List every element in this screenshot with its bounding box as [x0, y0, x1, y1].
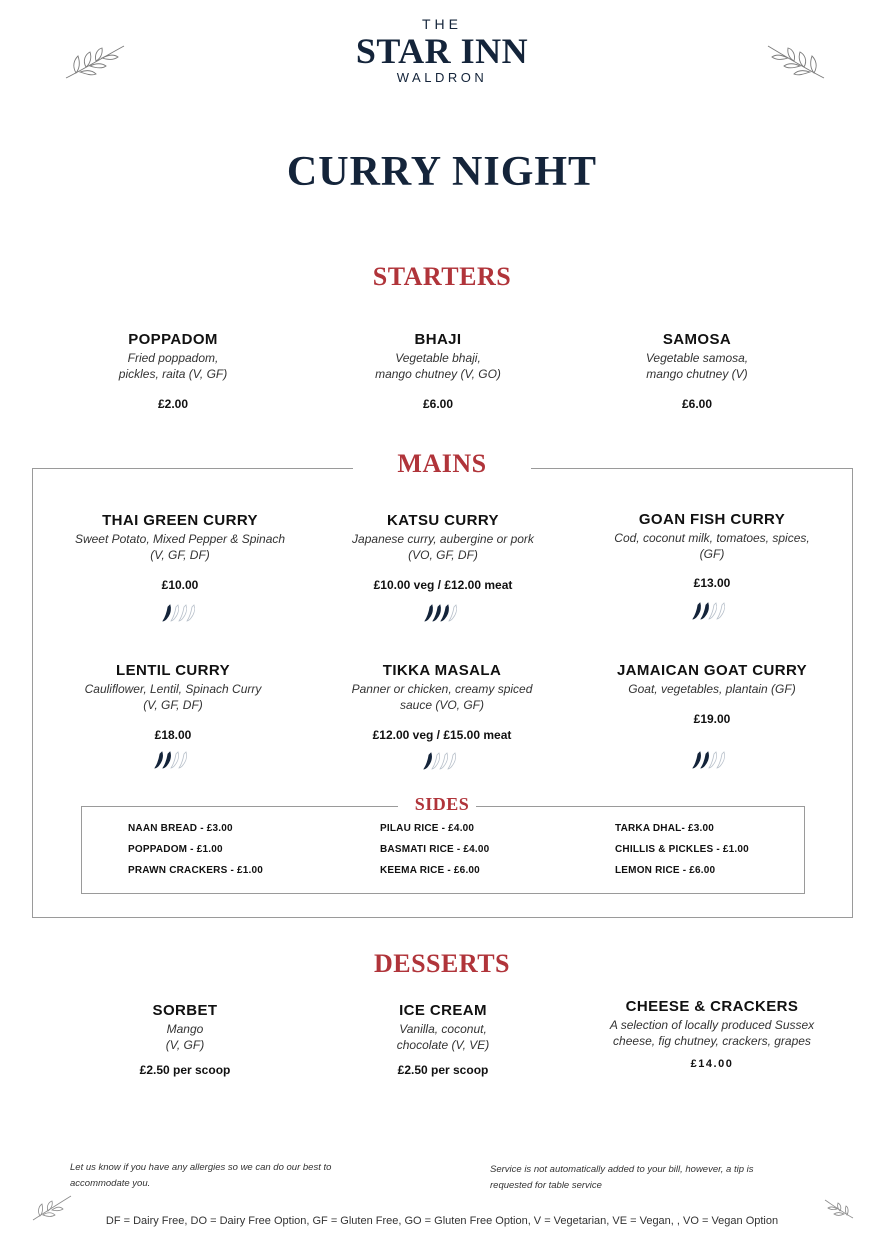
item-desc: (V, GF, DF) [143, 697, 203, 712]
chili-pepper-icon [709, 752, 717, 768]
item-name: GOAN FISH CURRY [638, 511, 786, 528]
item-name: LENTIL CURRY [116, 662, 230, 679]
chili-rating [424, 603, 462, 628]
chili-pepper-icon [424, 753, 432, 769]
side-name: POPPADOM [128, 844, 188, 855]
side-item: BASMATI RICE - £4.00 [380, 844, 490, 855]
item-price: £6.00 [681, 397, 713, 411]
item-price: £13.00 [693, 576, 731, 590]
side-item: CHILLIS & PICKLES - £1.00 [615, 844, 749, 855]
side-item: PILAU RICE - £4.00 [380, 823, 475, 834]
header-the: THE [422, 16, 462, 32]
side-price: £6.00 [689, 865, 716, 876]
item-price: £10.00 [161, 578, 199, 592]
item-name: TIKKA MASALA [382, 662, 502, 679]
allergy-note-line: accommodate you. [70, 1178, 151, 1189]
item-desc: cheese, fig chutney, crackers, grapes [613, 1034, 811, 1048]
side-name: PRAWN CRACKERS [128, 865, 228, 876]
dietary-legend: DF = Dairy Free, DO = Dairy Free Option, GF = Gluten Free, GO = Gluten Free Option, V = Vegetarian, VE = Vegan, , VO = Vegan Option [105, 1215, 779, 1227]
side-item: PRAWN CRACKERS - £1.00 [128, 865, 264, 876]
chili-pepper-icon [440, 753, 448, 769]
item-price: £2.50 per scoop [139, 1063, 231, 1077]
chili-rating-svg [424, 603, 462, 623]
chili-rating-svg [423, 751, 461, 771]
side-price: £3.00 [206, 823, 233, 834]
chili-pepper-icon [448, 753, 456, 769]
item-price: £14.00 [690, 1058, 734, 1070]
chili-pepper-icon [171, 605, 179, 621]
restaurant-location: WALDRON [396, 70, 488, 85]
item-name: SAMOSA [662, 331, 732, 348]
chili-pepper-icon [163, 752, 171, 768]
desserts-heading: DESSERTS [373, 949, 511, 978]
item-desc: Mango [166, 1022, 204, 1036]
side-name: KEEMA RICE [380, 865, 445, 876]
item-desc: Cod, coconut milk, tomatoes, spices, [614, 531, 810, 545]
chili-rating-svg [692, 750, 730, 770]
chili-rating-svg [162, 603, 200, 623]
item-desc: A selection of locally produced Sussex [609, 1018, 815, 1032]
sides-heading: SIDES [414, 794, 470, 814]
chili-pepper-icon [163, 605, 171, 621]
chili-pepper-icon [709, 603, 717, 619]
dessert-item-sorbet [85, 1002, 285, 1077]
item-desc: Cauliflower, Lentil, Spinach Curry [84, 682, 262, 696]
chili-rating [162, 603, 200, 628]
item-desc: Japanese curry, aubergine or pork [352, 532, 534, 546]
item-desc: Panner or chicken, creamy spiced [351, 682, 533, 696]
item-desc: Fried poppadom, [127, 351, 219, 365]
side-price: £1.00 [722, 844, 749, 855]
item-price: £2.00 [157, 397, 189, 411]
side-name: PILAU RICE [380, 823, 439, 834]
starters-heading: STARTERS [372, 262, 512, 291]
item-desc: Vegetable samosa, [645, 351, 749, 365]
chili-pepper-icon [701, 603, 709, 619]
starter-item-poppadom [73, 331, 273, 411]
item-price: £18.00 [154, 728, 192, 742]
service-note [490, 1162, 754, 1194]
starter-item-samosa [597, 331, 797, 411]
item-desc: Vanilla, coconut, [399, 1022, 487, 1036]
chili-rating [692, 601, 730, 626]
chili-pepper-icon [187, 605, 195, 621]
chili-pepper-icon [449, 605, 457, 621]
item-desc: (GF) [699, 546, 725, 561]
side-price: £4.00 [448, 823, 475, 834]
chili-pepper-icon [717, 752, 725, 768]
chili-pepper-icon [693, 603, 701, 619]
item-desc: (V, GF) [165, 1037, 205, 1052]
chili-pepper-icon [441, 605, 449, 621]
item-price: £10.00 veg / £12.00 meat [373, 578, 513, 592]
chili-pepper-icon [171, 752, 179, 768]
dessert-item-cheese-crackers [582, 998, 842, 1070]
chili-pepper-icon [701, 752, 709, 768]
main-item-lentil-curry [43, 662, 303, 742]
item-name: KATSU CURRY [387, 512, 499, 529]
side-name: BASMATI RICE [380, 844, 454, 855]
service-note-line: requested for table service [490, 1180, 602, 1191]
side-item: LEMON RICE - £6.00 [615, 865, 716, 876]
item-price: £6.00 [422, 397, 454, 411]
item-name: ICE CREAM [399, 1002, 487, 1019]
side-name: TARKA DHAL [615, 823, 682, 834]
item-name: JAMAICAN GOAT CURRY [616, 662, 808, 679]
item-name: CHEESE & CRACKERS [625, 998, 799, 1015]
main-item-thai-green-curry [50, 512, 310, 592]
item-desc: sauce (VO, GF) [399, 697, 485, 712]
item-price: £2.50 per scoop [397, 1063, 489, 1077]
chili-pepper-icon [155, 752, 163, 768]
item-price: £12.00 veg / £15.00 meat [372, 728, 512, 742]
main-item-jamaican-goat-curry [582, 662, 842, 726]
chili-pepper-icon [717, 603, 725, 619]
item-name: POPPADOM [128, 331, 218, 348]
chili-rating-svg [692, 601, 730, 621]
item-desc: mango chutney (V) [646, 366, 748, 381]
item-desc: chocolate (V, VE) [396, 1037, 490, 1052]
chili-pepper-icon [433, 605, 441, 621]
item-name: SORBET [152, 1002, 218, 1019]
main-item-tikka-masala [312, 662, 572, 742]
chili-rating-svg [154, 750, 192, 770]
side-price: £1.00 [236, 865, 264, 876]
chili-pepper-icon [179, 752, 187, 768]
chili-pepper-icon [693, 752, 701, 768]
item-name: BHAJI [414, 331, 462, 348]
side-item: NAAN BREAD - £3.00 [128, 823, 233, 834]
chili-rating [692, 750, 730, 775]
item-desc: Goat, vegetables, plantain (GF) [628, 682, 796, 696]
starter-item-bhaji [338, 331, 538, 411]
side-item: TARKA DHAL- £3.00 [615, 823, 714, 834]
item-desc: pickles, raita (V, GF) [118, 366, 228, 381]
item-price: £19.00 [693, 711, 731, 726]
main-item-goan-fish-curry [582, 511, 842, 590]
side-name: NAAN BREAD [128, 823, 198, 834]
side-item: KEEMA RICE - £6.00 [380, 865, 480, 876]
menu-title: CURRY NIGHT [286, 149, 598, 195]
restaurant-name: STAR INN [355, 31, 529, 71]
dessert-item-ice-cream [343, 1002, 543, 1077]
chili-pepper-icon [425, 605, 433, 621]
item-desc: (V, GF, DF) [150, 547, 210, 562]
chili-pepper-icon [179, 605, 187, 621]
side-name: LEMON RICE [615, 865, 680, 876]
item-desc: Vegetable bhaji, [395, 351, 481, 365]
chili-pepper-icon [432, 753, 440, 769]
side-item: POPPADOM - £1.00 [128, 844, 223, 855]
item-desc: Sweet Potato, Mixed Pepper & Spinach [74, 532, 286, 546]
allergy-note-line: Let us know if you have any allergies so we can do our best to [70, 1162, 332, 1173]
allergy-note [70, 1160, 331, 1192]
item-desc: (VO, GF, DF) [408, 547, 478, 562]
chili-rating [423, 751, 461, 776]
service-note-line: Service is not automatically added to your bill, however, a tip is [490, 1164, 754, 1175]
item-desc: mango chutney (V, GO) [375, 366, 501, 381]
chili-rating [154, 750, 192, 775]
side-price: £4.00 [463, 844, 490, 855]
main-item-katsu-curry [313, 512, 573, 592]
side-price: £6.00 [453, 865, 480, 876]
mains-heading: MAINS [397, 449, 487, 478]
side-price: £1.00 [196, 844, 223, 855]
side-price: £3.00 [687, 823, 714, 834]
item-name: THAI GREEN CURRY [102, 512, 258, 529]
side-name: CHILLIS & PICKLES [615, 844, 714, 855]
